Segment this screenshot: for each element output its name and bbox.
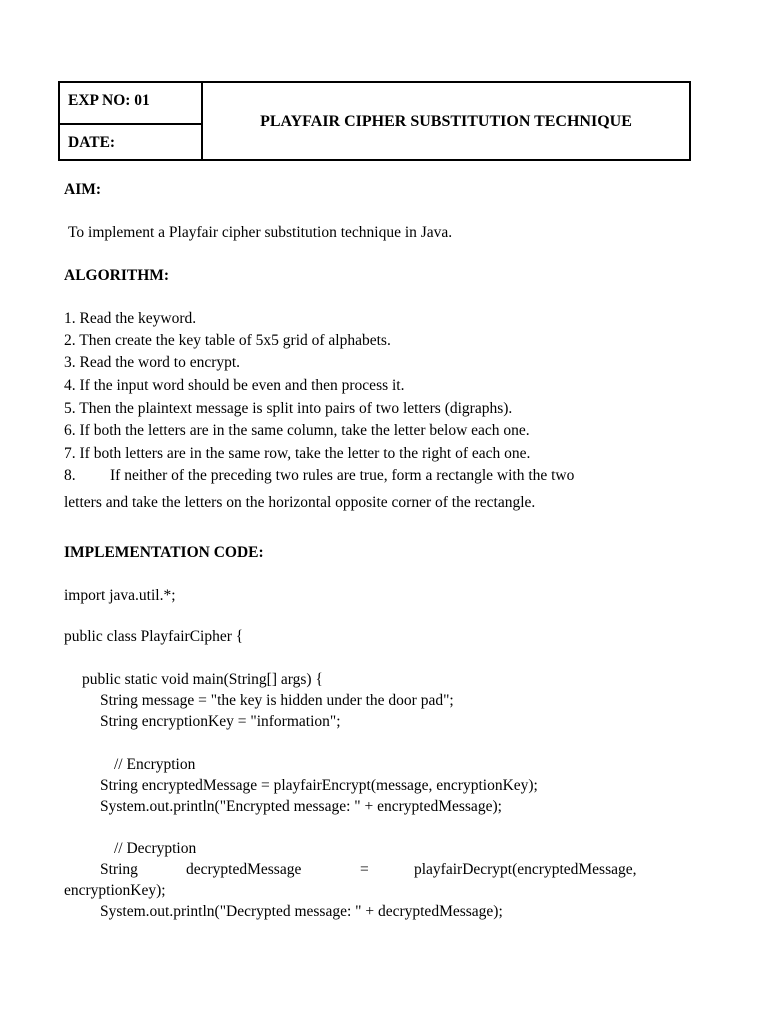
algorithm-step: 5. Then the plaintext message is split into pairs of two letters (digraphs). [64, 400, 513, 417]
code-line: encryptionKey); [64, 882, 166, 899]
algorithm-step: 3. Read the word to encrypt. [64, 354, 241, 371]
code-line: import java.util.*; [64, 587, 176, 604]
code-comment: // Decryption [114, 840, 197, 857]
algorithm-step: 7. If both letters are in the same row, take the letter to the right of each one. [64, 445, 531, 462]
code-token: = [360, 861, 369, 878]
code-token: String [100, 861, 138, 878]
algorithm-heading: ALGORITHM: [64, 267, 170, 284]
algorithm-step: If neither of the preceding two rules are true, form a rectangle with the two [110, 467, 575, 484]
code-line: public static void main(String[] args) { [82, 671, 323, 688]
header-left-column [60, 83, 203, 159]
experiment-header-table [58, 81, 691, 161]
algorithm-step: 4. If the input word should be even and then process it. [64, 377, 405, 394]
code-token: playfairDecrypt(encryptedMessage, [414, 861, 637, 878]
code-line: public class PlayfairCipher { [64, 628, 244, 645]
algorithm-step: 6. If both the letters are in the same column, take the letter below each one. [64, 422, 530, 439]
code-line: String encryptionKey = "information"; [100, 713, 341, 730]
implementation-heading: IMPLEMENTATION CODE: [64, 544, 264, 561]
algorithm-step-number: 8. [64, 467, 76, 484]
algorithm-step: letters and take the letters on the horizontal opposite corner of the rectangle. [64, 494, 536, 511]
code-line: System.out.println("Encrypted message: " + encryptedMessage); [100, 798, 502, 815]
date-label: DATE: [68, 134, 116, 151]
aim-text: To implement a Playfair cipher substitution technique in Java. [68, 224, 453, 241]
code-token: decryptedMessage [186, 861, 302, 878]
algorithm-step: 1. Read the keyword. [64, 310, 197, 327]
experiment-title: PLAYFAIR CIPHER SUBSTITUTION TECHNIQUE [260, 113, 632, 130]
exp-no-label: EXP NO: 01 [60, 83, 201, 125]
code-line: System.out.println("Decrypted message: " + decryptedMessage); [100, 903, 503, 920]
code-line: String encryptedMessage = playfairEncrypt(message, encryptionKey); [100, 777, 538, 794]
algorithm-step: 2. Then create the key table of 5x5 grid of alphabets. [64, 332, 391, 349]
code-comment: // Encryption [114, 756, 196, 773]
code-line: String message = "the key is hidden under the door pad"; [100, 692, 454, 709]
aim-heading: AIM: [64, 181, 102, 198]
